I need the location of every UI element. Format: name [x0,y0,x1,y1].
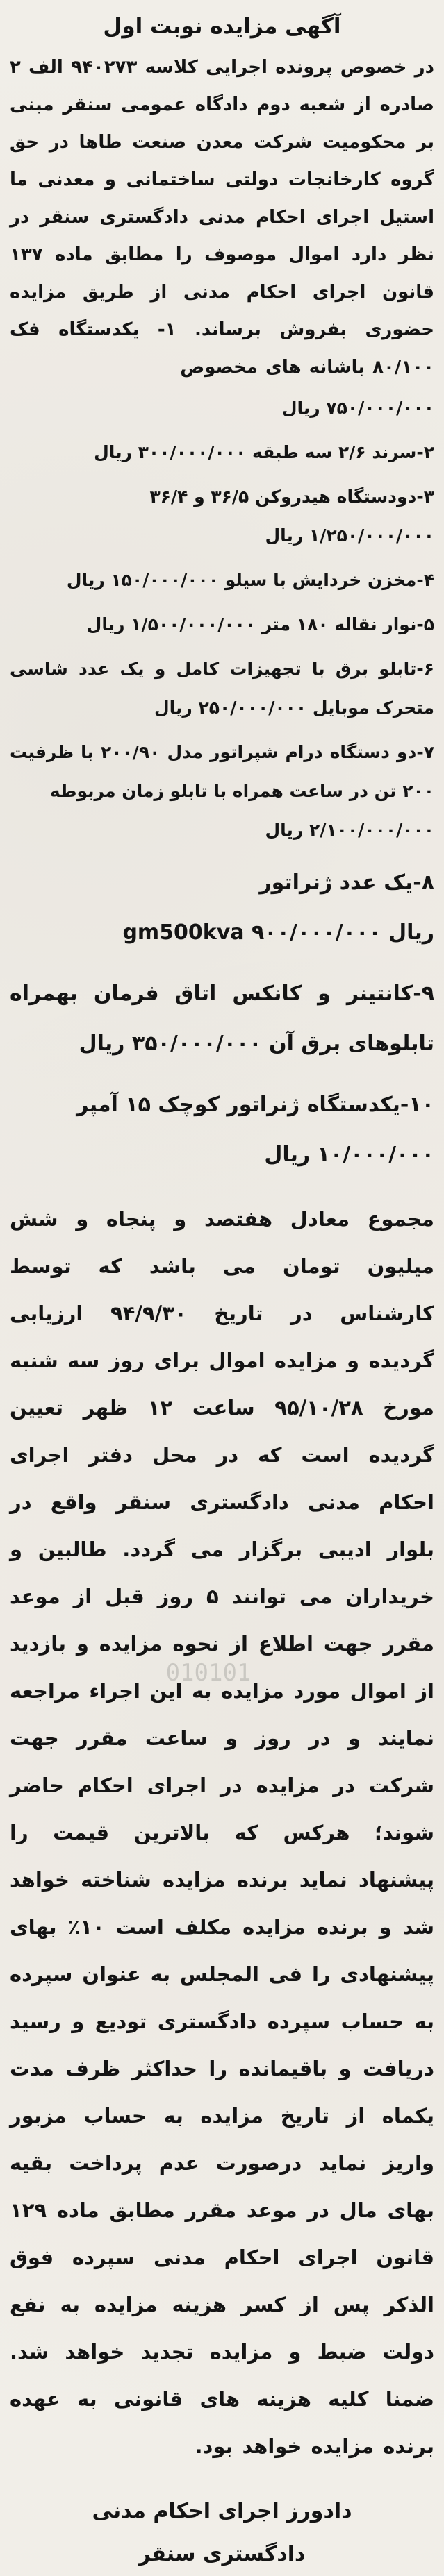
auction-item-price: ۷۵۰/۰۰۰/۰۰۰ ریال [281,398,434,418]
notice-terms: مجموع معادل هفتصد و پنجاه و شش میلیون تومان می باشد که توسط کارشناس در تاریخ ۹۴/۹/۳۰ ارزیابی گردیده و مزایده اموال برای روز سه شنبه مورخ ۹۵/۱۰/۲۸ ساعت ۱۲ ظهر تعیین گردیده است که در محل دفتر اجرای احکام مدنی دادگستری سنقر واقع در بلوار ادیبی برگزار می گردد. طالبین و خریداران می توانند ۵ روز قبل از موعد مقرر جهت اطلاع از نحوه مزایده و بازدید از اموال مورد مزایده به این اجراء مراجعه نمایند و در روز و ساعت مقرر جهت شرکت در مزایده در اجرای احکام حاضر شوند؛ هرکس که بالاترین قیمت را پیشنهاد نماید برنده مزایده شناخته خواهد شد و برنده مزایده مکلف است ۱۰٪ بهای پیشنهادی را فی المجلس به عنوان سپرده به حساب سپرده دادگستری تودیع و رسید دریافت و باقیمانده را حداکثر ظرف مدت یکماه از تاریخ مزایده به حساب مزبور واریز نماید درصورت عدم پرداخت بقیه بهای مال در موعد مقرر مطابق ماده ۱۲۹ قانون اجرای احکام مدنی سپرده فوق الذکر پس از کسر هزینه مزایده به نفع دولت ضبط و مزایده تجدید خواهد شد. ضمنا کلیه هزینه های قانونی به عهده برنده مزایده خواهد بود. [10,1207,435,2458]
auction-item-text: ۷-دو دستگاه درام شپراتور مدل ۲۰۰/۹۰ با ظرفیت ۲۰۰ تن در ساعت همراه با تابلو زمان مربوطه [10,742,434,801]
auction-item [10,430,434,475]
auction-item [10,963,434,1075]
auction-item-text: ۸-یک عدد ژنراتور [259,870,434,895]
auction-item [10,852,434,963]
auction-item-price: gm500kva ۹۰۰/۰۰۰/۰۰۰ ریال [122,920,434,945]
auction-item-text: ۱۰-یکدستگاه ژنراتور کوچک ۱۵ آمپر [76,1093,434,1117]
signature-line-1: دادورز اجرای احکام مدنی [92,2499,352,2523]
auction-item-price: ۲/۱۰۰/۰۰۰/۰۰۰ ریال [265,820,434,840]
auction-item-text: ۶-تابلو برق با تجهیزات کامل و یک عدد شاسی متحرک موبایل ۲۵۰/۰۰۰/۰۰۰ ریال [10,659,434,718]
auction-item-text: ۵-نوار نقاله ۱۸۰ متر ۱/۵۰۰/۰۰۰/۰۰۰ ریال [86,614,434,634]
auction-item [10,603,434,647]
items-list [10,386,434,1186]
signature-block [10,2490,434,2576]
auction-item-text: ۳-دودستگاه هیدروکن ۳۶/۵ و ۳۶/۴ [149,487,434,507]
auction-item-price: ۱۰/۰۰۰/۰۰۰ ریال [264,1143,434,1167]
auction-item-text: ۹-کانتینر و کانکس اتاق فرمان بهمراه تابلوهای برق آن ۳۵۰/۰۰۰/۰۰۰ ریال [10,982,434,1056]
auction-item-text: ۲-سرند ۲/۶ سه طبقه ۳۰۰/۰۰۰/۰۰۰ ریال [94,442,434,462]
auction-item [10,558,434,603]
signature-line-2: دادگستری سنقر [138,2542,306,2566]
auction-item [10,1075,434,1186]
auction-item [10,647,434,730]
notice-intro: در خصوص پرونده اجرایی کلاسه ۹۴۰۲۷۳ الف ۲ صادره از شعبه دوم دادگاه عمومی سنقر مبنی بر محکومیت شرکت معدن صنعت طاها در حق گروه کارخانجات دولتی ساختمانی و معدنی ما استیل اجرای احکام مدنی دادگستری سنقر در نظر دارد اموال موصوف را مطابق ماده ۱۳۷ قانون اجرای احکام مدنی از طریق مزایده حضوری بفروش برساند. ۱- یکدستگاه فک ۸۰/۱۰۰ باشانه های مخصوص [10,57,434,378]
notice-title: آگهی مزایده نوبت اول [103,14,341,39]
auction-item-text: ۴-مخزن خردایش با سیلو ۱۵۰/۰۰۰/۰۰۰ ریال [66,570,434,590]
watermark-stamp: 010101 [165,1659,252,1687]
auction-item-price: ۱/۲۵۰/۰۰۰/۰۰۰ ریال [265,525,434,546]
auction-item [10,730,434,852]
auction-item [10,475,434,558]
auction-notice [10,4,434,2576]
auction-item [10,386,434,430]
